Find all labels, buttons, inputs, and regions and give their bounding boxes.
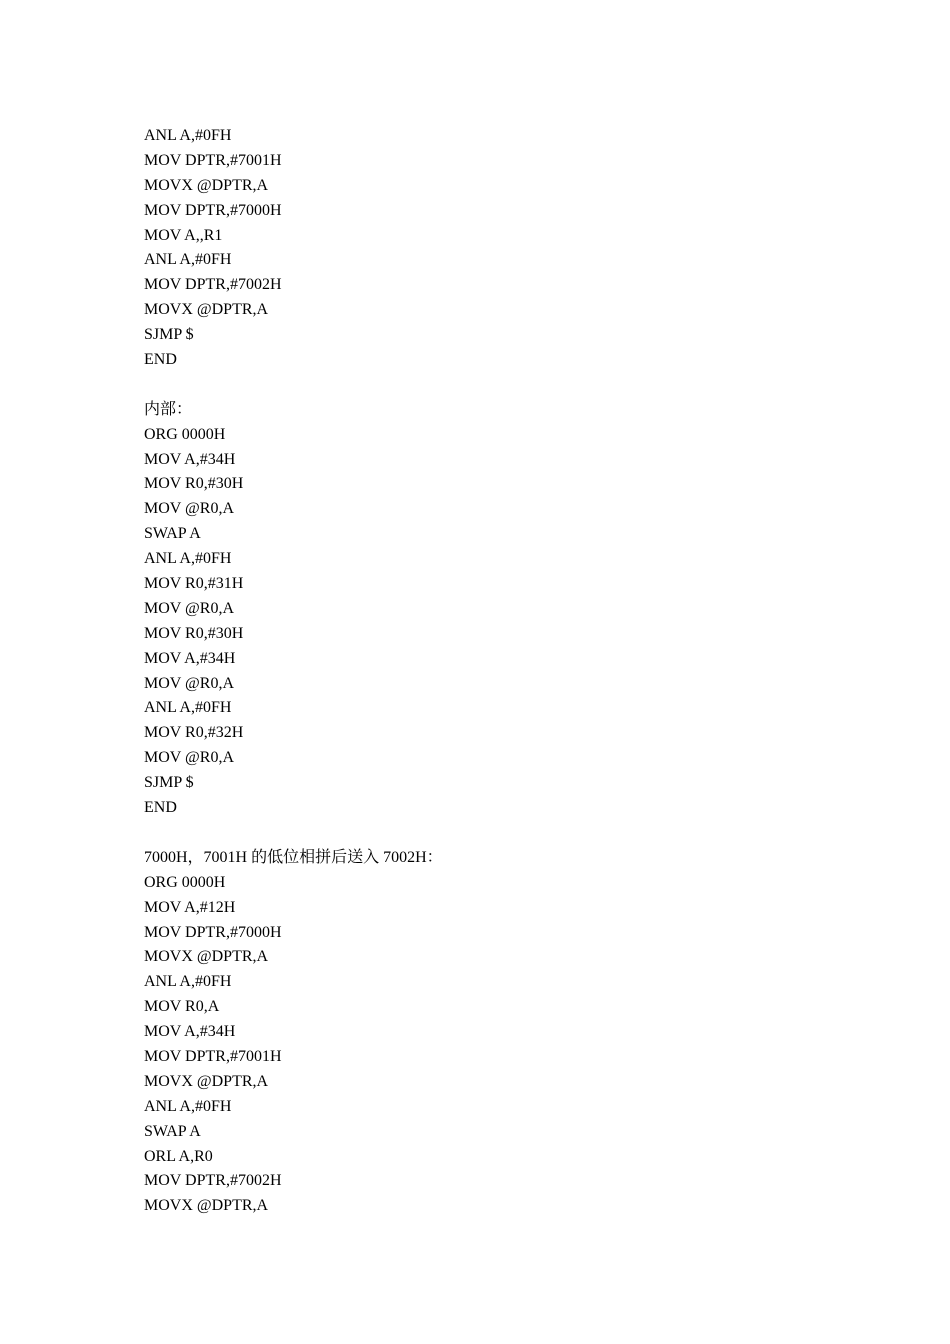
code-line: MOV DPTR,#7001H xyxy=(144,1047,282,1065)
code-line: MOV A,#34H xyxy=(144,450,236,468)
code-line: MOVX @DPTR,A xyxy=(144,1197,269,1215)
code-line: SWAP A xyxy=(144,1122,201,1140)
code-line: ANL A,#0FH xyxy=(144,1097,232,1115)
code-line: MOVX @DPTR,A xyxy=(144,176,269,194)
code-line: MOVX @DPTR,A xyxy=(144,301,269,319)
code-line: SWAP A xyxy=(144,525,201,543)
section-heading: 内部： xyxy=(144,400,193,418)
document-body xyxy=(144,124,844,1219)
code-block-combine xyxy=(144,846,844,1219)
spacer xyxy=(144,373,844,398)
code-block-internal xyxy=(144,398,844,821)
code-line: MOV A,#34H xyxy=(144,1023,236,1041)
code-line: MOV @R0,A xyxy=(144,749,235,767)
code-line: SJMP $ xyxy=(144,774,194,792)
code-line: END xyxy=(144,351,177,369)
code-line: ANL A,#0FH xyxy=(144,699,232,717)
code-line: MOV DPTR,#7001H xyxy=(144,151,282,169)
code-line: MOV @R0,A xyxy=(144,599,235,617)
code-line: MOV A,#12H xyxy=(144,898,236,916)
code-line: MOV DPTR,#7000H xyxy=(144,923,282,941)
code-line: MOV R0,A xyxy=(144,998,220,1016)
code-line: MOV A,,R1 xyxy=(144,226,223,244)
code-block-continued xyxy=(144,124,844,373)
code-line: ANL A,#0FH xyxy=(144,251,232,269)
code-line: ORL A,R0 xyxy=(144,1147,213,1165)
code-line: MOV A,#34H xyxy=(144,649,236,667)
spacer xyxy=(144,821,844,846)
code-line: ANL A,#0FH xyxy=(144,550,232,568)
code-line: ORG 0000H xyxy=(144,425,226,443)
code-line: MOV DPTR,#7002H xyxy=(144,1172,282,1190)
code-line: SJMP $ xyxy=(144,326,194,344)
section-heading: 7000H，7001H 的低位相拼后送入 7002H： xyxy=(144,848,443,866)
code-line: MOV R0,#32H xyxy=(144,724,244,742)
code-line: MOVX @DPTR,A xyxy=(144,1072,269,1090)
code-line: MOV R0,#30H xyxy=(144,475,244,493)
code-line: MOV R0,#31H xyxy=(144,575,244,593)
code-line: MOV @R0,A xyxy=(144,500,235,518)
code-line: MOV DPTR,#7000H xyxy=(144,201,282,219)
code-line: MOV DPTR,#7002H xyxy=(144,276,282,294)
code-line: ORG 0000H xyxy=(144,873,226,891)
code-line: MOVX @DPTR,A xyxy=(144,948,269,966)
code-line: MOV R0,#30H xyxy=(144,624,244,642)
code-line: MOV @R0,A xyxy=(144,674,235,692)
code-line: ANL A,#0FH xyxy=(144,127,232,144)
code-line: END xyxy=(144,799,177,817)
code-line: ANL A,#0FH xyxy=(144,973,232,991)
